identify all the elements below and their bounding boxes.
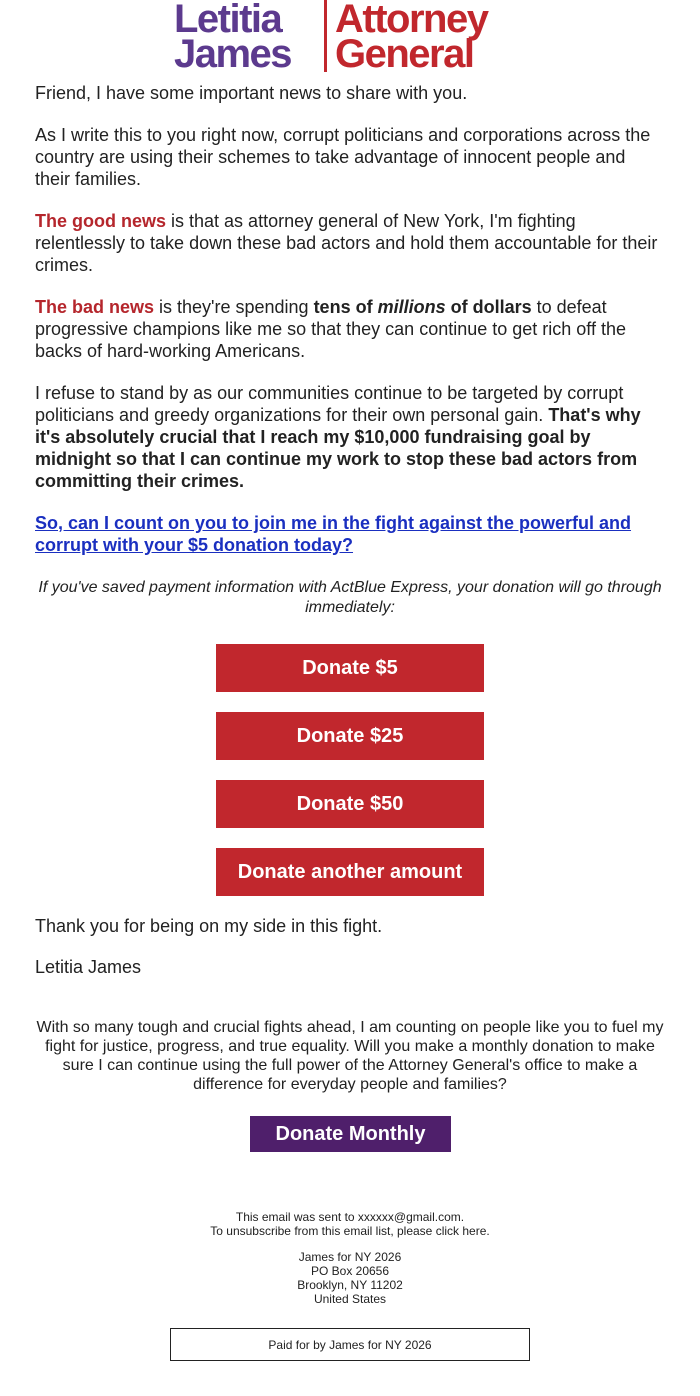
donate-monthly-button[interactable]: Donate Monthly	[250, 1116, 451, 1152]
logo-name-last: James	[174, 32, 292, 76]
bad-news-lead: The bad news	[35, 297, 155, 317]
sent-to-line	[0, 1210, 700, 1224]
address-country: United States	[313, 1292, 387, 1306]
good-news-lead: The good news	[35, 211, 167, 231]
unsubscribe-prefix: To unsubscribe from this email list, please	[210, 1224, 436, 1238]
bad-news-italic: millions	[377, 297, 446, 317]
address-po: PO Box 20656	[310, 1264, 390, 1278]
thank-you-text: Thank you for being on my side in this fight.	[35, 916, 383, 936]
goal-text: I refuse to stand by as our communities continue to be targeted by corrupt politicians and greedy organizations for their own personal gain.	[35, 383, 624, 425]
mailing-address	[0, 1250, 700, 1306]
good-news-text: is that as attorney general of New York, I'm fighting relentlessly to take down these bad actors and hold them accountable for their crimes.	[35, 211, 658, 275]
paid-for-disclaimer: Paid for by James for NY 2026	[170, 1328, 530, 1361]
goal-bold-text: That's why it's absolutely crucial that I reach my $10,000 fundraising goal by midnight so that I can continue my work to stop these bad actors from committing their crimes.	[35, 405, 641, 491]
logo-name	[174, 0, 314, 76]
recipient-email[interactable]: xxxxxx@gmail.com	[357, 1210, 461, 1224]
logo	[174, 0, 526, 76]
actblue-express-note: If you've saved payment information with ActBlue Express, your donation will go through immediately:	[38, 579, 662, 616]
paragraph-corrupt: As I write this to you right now, corrupt politicians and corporations across the country are using their schemes to take advantage of innocent people and their families.	[35, 125, 651, 189]
footer-notice	[0, 1210, 700, 1238]
paragraph-bad-news	[35, 296, 665, 362]
logo-title-line1: Attorney	[335, 0, 488, 41]
paragraph-fundraising-goal	[35, 382, 665, 492]
donate-25-button[interactable]: Donate $25	[216, 712, 484, 760]
logo-title-line2: General	[335, 32, 474, 76]
address-org: James for NY 2026	[298, 1250, 402, 1264]
logo-name-first: Letitia	[174, 0, 282, 41]
bad-news-text-2: to defeat progressive champions like me so that they can continue to get rich off the backs of hard-working Americans.	[35, 297, 626, 361]
sent-to-prefix: This email was sent to	[235, 1210, 358, 1224]
paragraph-good-news	[35, 210, 665, 276]
address-city: Brooklyn, NY 11202	[297, 1278, 403, 1292]
unsubscribe-suffix: .	[486, 1224, 490, 1238]
donate-other-amount-button[interactable]: Donate another amount	[216, 848, 484, 896]
bad-news-text-1: is they're spending	[154, 297, 314, 317]
signature: Letitia James	[35, 957, 142, 977]
logo-divider	[324, 0, 327, 72]
sent-to-suffix: .	[460, 1210, 465, 1224]
bad-news-bold-1: tens of	[313, 297, 378, 317]
donate-5-button[interactable]: Donate $5	[216, 644, 484, 692]
bad-news-bold-2: of dollars	[445, 297, 532, 317]
logo-title	[335, 0, 488, 76]
donate-50-button[interactable]: Donate $50	[216, 780, 484, 828]
unsubscribe-line	[0, 1224, 700, 1238]
email-body	[35, 82, 665, 576]
monthly-appeal: With so many tough and crucial fights ahead, I am counting on people like you to fuel my fight for justice, progress, and true equality. Will you make a monthly donation to make sure I can continue using the full power of the Attorney General's office to make a difference for everyday people and families?	[36, 1019, 664, 1093]
donate-5-link[interactable]: So, can I count on you to join me in the fight against the powerful and corrupt with your $5 donation today?	[35, 513, 632, 555]
unsubscribe-link[interactable]: click here	[435, 1224, 487, 1238]
greeting: Friend, I have some important news to share with you.	[35, 83, 468, 103]
paragraph-cta	[35, 512, 665, 556]
